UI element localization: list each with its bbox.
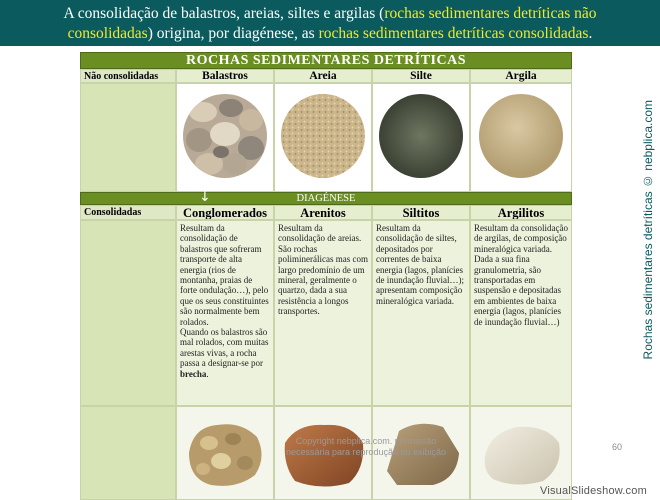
table-title: ROCHAS SEDIMENTARES DETRÍTICAS (80, 52, 572, 69)
col-argila: Argila (470, 69, 572, 83)
empty-label-cell (80, 83, 176, 192)
col-arenitos: Arenitos (274, 205, 372, 220)
header-highlight-1: rochas sedimentares detríticas não (384, 5, 597, 22)
page-number: 60 (612, 442, 623, 452)
areia-cell (274, 83, 372, 192)
balastros-cell (176, 83, 274, 192)
side-caption (637, 60, 659, 400)
header-line-2 (0, 24, 660, 44)
desc-siltitos: Resultam da consolidação de siltes, depositados por correntes de baixa energia (lagos, planícies de inundação fluvial…); apresentam composição mineralógica variada. (372, 220, 470, 406)
argila-cell (470, 83, 572, 192)
header-text-2: ) origina, por diagénese, as (147, 25, 319, 42)
silt-image (377, 90, 465, 182)
copyright-line-1: Copyright nebplica.com. permissão (295, 436, 437, 446)
copyright-line-2: necessária para reprodução ou exibição (285, 447, 447, 457)
desc-conglomerados-tail: . (206, 368, 209, 379)
header-text-3: . (588, 25, 593, 42)
claystone-image (477, 413, 565, 493)
desc-conglomerados-text2: Quando os balastros são mal rolados, com muitas arestas vivas, a rocha passa a designar-se por (180, 327, 269, 369)
desc-argilitos: Resultam da consolidação de argilas, de composição mineralógica variada. Dada a sua fina granulometria, são transportadas em suspensão e depositadas em ambientes de baixa energia (lagos, planícies de inundação fluvial…) (470, 220, 572, 406)
sand-image (279, 90, 367, 182)
diagenesis-banner: DIAGÉNESE (80, 192, 572, 205)
silte-cell (372, 83, 470, 192)
slide-header (0, 0, 660, 46)
desc-conglomerados (176, 220, 274, 406)
gravel-image (181, 90, 269, 182)
col-conglomerados: Conglomerados (176, 205, 274, 220)
col-siltitos: Siltitos (372, 205, 470, 220)
consolidated-header-row (80, 205, 572, 220)
desc-brecha-term: brecha (180, 368, 207, 379)
col-argilitos: Argilitos (470, 205, 572, 220)
side-caption-text: Rochas sedimentares detríticas © nebplica.com (641, 100, 655, 360)
header-highlight-3: rochas sedimentares detríticas consolidadas (318, 25, 589, 42)
arrow-down-icon: ↓ (199, 189, 211, 205)
empty-img-label-cell (80, 406, 176, 500)
desc-conglomerados-text: Resultam da consolidação de balastros que sofreram transporte de alta energia (rios de montanha, praias de forte ondulação…), pelo que os seus constituintes são normalmente bem rolados. (180, 223, 269, 327)
desc-arenitos: Resultam da consolidação de areias. São rochas poliminerálicas mas com largo predomínio de um mineral, geralmente o quartzo, dada a sua resistência a longos transportes. (274, 220, 372, 406)
unconsolidated-image-row (80, 83, 572, 192)
empty-desc-label-cell (80, 220, 176, 406)
clay-image (477, 90, 565, 182)
header-highlight-2: consolidadas (67, 25, 148, 42)
site-watermark: VisualSlideshow.com (540, 485, 647, 497)
copyright-note (256, 436, 476, 458)
col-balastros: Balastros (176, 69, 274, 83)
header-line-1 (0, 4, 660, 24)
description-row (80, 220, 572, 406)
col-silte: Silte (372, 69, 470, 83)
row-label-consolidated: Consolidadas (80, 205, 176, 220)
header-text-1: A consolidação de balastros, areias, siltes e argilas ( (63, 5, 385, 22)
col-areia: Areia (274, 69, 372, 83)
row-label-unconsolidated: Não consolidadas (80, 69, 176, 83)
unconsolidated-header-row (80, 69, 572, 83)
